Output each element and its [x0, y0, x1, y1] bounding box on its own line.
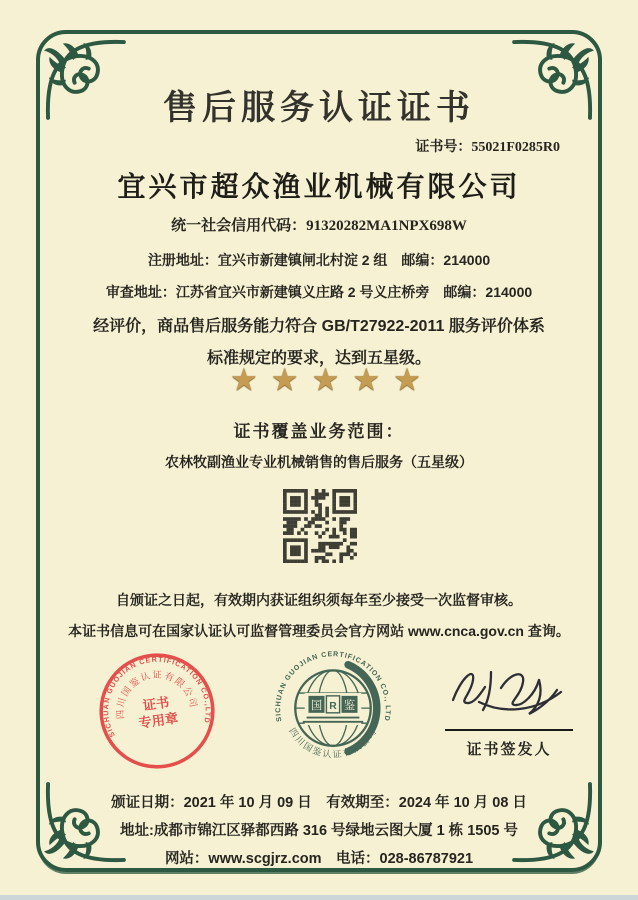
issuer-label: 证书签发人 — [466, 741, 552, 758]
evaluation-line-2: 标准规定的要求，达到五星级。 — [206, 350, 431, 367]
red-seal-inner-text: 四川国鉴认证有限公司 — [115, 669, 199, 720]
scope-text: 农林牧副渔业专业机械销售的售后服务（五星级） — [165, 454, 473, 470]
red-seal-center-line1: 证书 — [141, 694, 171, 714]
emblem-char-center: R — [329, 701, 337, 713]
page-edge-shadow — [0, 895, 638, 900]
verification-note: 本证书信息可在国家认证认可监督管理委员会官方网站 www.cnca.gov.cn 查询。 — [68, 623, 570, 639]
qr-code — [283, 489, 357, 563]
red-seal-center-line2: 专用章 — [137, 710, 180, 731]
signature-block — [438, 650, 580, 759]
evaluation-line-1: 经评价，商品售后服务能力符合 GB/T27922-2011 服务评价体系 — [93, 318, 545, 335]
supervision-note: 自颁证之日起，有效期内获证组织须每年至少接受一次监督审核。 — [116, 592, 522, 608]
certificate-number-line — [0, 136, 638, 156]
certificate-number-label: 证书号： — [415, 138, 472, 154]
green-company-seal — [267, 644, 399, 776]
credit-code-label: 统一社会信用代码： — [171, 217, 307, 234]
company-name: 宜兴市超众渔业机械有限公司 — [117, 171, 521, 202]
green-seal-bottom-text: 四川国鉴认证有限公司 — [287, 726, 379, 760]
audit-address-line: 审查地址：江苏省宜兴市新建镇义庄路 2 号义庄桥旁 邮编：214000 — [105, 284, 533, 300]
scope-heading: 证书覆盖业务范围： — [233, 422, 405, 441]
issuer-contact-line: 网站：www.scgjrz.com 电话：028-86787921 — [164, 851, 474, 867]
red-certificate-seal — [87, 641, 227, 781]
credit-code-line — [0, 214, 638, 235]
issuer-address-line: 地址:成都市锦江区驿都西路 316 号绿地云图大厦 1 栋 1505 号 — [119, 823, 518, 839]
certificate-number-value: 55021F0285R0 — [471, 140, 560, 155]
issuer-signature — [439, 650, 579, 722]
registered-address-line: 注册地址：宜兴市新建镇闸北村淀 2 组 邮编：214000 — [147, 252, 491, 268]
emblem-char-right: 鉴 — [343, 700, 356, 713]
certificate-title: 售后服务认证证书 — [163, 89, 475, 127]
emblem-char-left: 国 — [310, 700, 323, 713]
green-seal-outer-text: SICHUAN GUOJIAN CERTIFICATION CO., LTD — [275, 651, 391, 723]
red-seal-outer-text: SICHUAN GUOJIAN CERTIFICATION CO.,LTD — [102, 655, 212, 739]
credit-code-value: 91320282MA1NPX698W — [306, 218, 467, 234]
signature-line — [445, 729, 573, 731]
issue-date-line: 颁证日期：2021 年 10 月 09 日 有效期至：2024 年 10 月 08 日 — [111, 795, 527, 811]
five-star-rating: ★★★★★ — [230, 362, 434, 397]
